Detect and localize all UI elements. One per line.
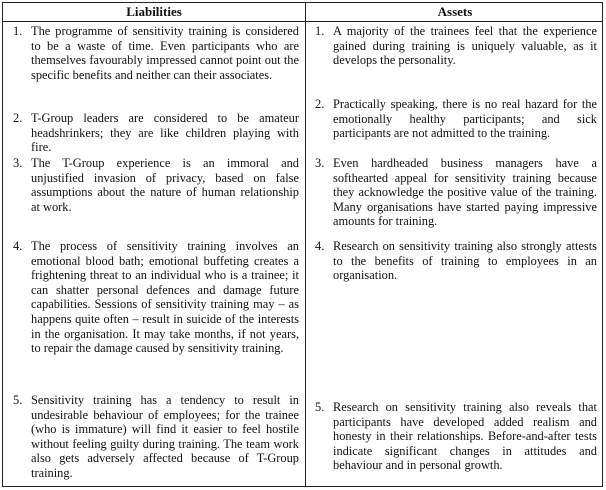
asset-item-5 xyxy=(315,400,597,473)
asset-item-4 xyxy=(315,239,597,283)
item-number: 3. xyxy=(315,156,325,170)
liability-item-3 xyxy=(13,156,299,214)
item-text: Research on sensitivity training also strongly attests to the benefits of training to employees in an organisation. xyxy=(333,239,597,283)
liability-item-1 xyxy=(13,24,299,82)
item-text: The T-Group experience is an immoral and unjustified invasion of privacy, based on false assumptions about the nature of human relationship at work. xyxy=(31,156,299,214)
assets-header: Assets xyxy=(437,4,473,19)
item-number: 4. xyxy=(315,239,325,253)
column-divider xyxy=(305,3,306,486)
item-text: Research on sensitivity training also reveals that participants have developed added realism and honesty in their relationships. Before-and-after tests indicate significant changes in attitudes and behaviour and in personal growth. xyxy=(333,400,597,473)
item-number: 1. xyxy=(315,24,325,38)
asset-item-1 xyxy=(315,24,597,68)
liability-item-4 xyxy=(13,239,299,356)
item-number: 4. xyxy=(13,239,23,253)
item-text: The process of sensitivity training involves an emotional blood bath; emotional buffeting creates a frightening threat to an individual who is a trainee; it can shatter personal defences and damage future capabilities. Sessions of sensitivity training may – as happens quite often – result in suicide of the interests in the organisation. It may take months, if not years, to repair the damage caused by sensitivity training. xyxy=(31,239,299,356)
item-text: The programme of sensitivity training is considered to be a waste of time. Even participants who are themselves favourably impressed cannot point out the specific benefits and neither can their associates. xyxy=(31,24,299,82)
asset-item-2 xyxy=(315,97,597,141)
header-rule xyxy=(3,21,602,22)
item-text: T-Group leaders are considered to be amateur headshrinkers; they are like children playing with fire. xyxy=(31,111,299,155)
item-number: 5. xyxy=(13,393,23,407)
item-text: Sensitivity training has a tendency to result in undesirable behaviour of employees; for the trainee (who is immature) will find it easier to feel hostile without feeling guilty during training. The team work also gets adversely affected because of T-Group training. xyxy=(31,393,299,480)
item-text: Even hardheaded business managers have a softhearted appeal for sensitivity training because they acknowledge the positive value of the training. Many organisations have started paying impressive amounts for training. xyxy=(333,156,597,229)
item-number: 2. xyxy=(315,97,325,111)
liability-item-5 xyxy=(13,393,299,481)
comparison-table xyxy=(2,2,603,487)
liabilities-header: Liabilities xyxy=(126,4,182,19)
item-number: 2. xyxy=(13,111,23,125)
item-text: Practically speaking, there is no real hazard for the emotionally healthy participants; and sick participants are not admitted to the training. xyxy=(333,97,597,141)
liability-item-2 xyxy=(13,111,299,155)
item-number: 3. xyxy=(13,156,23,170)
item-text: A majority of the trainees feel that the experience gained during training is uniquely valuable, as it develops the personality. xyxy=(333,24,597,68)
item-number: 5. xyxy=(315,400,325,414)
item-number: 1. xyxy=(13,24,23,38)
asset-item-3 xyxy=(315,156,597,229)
